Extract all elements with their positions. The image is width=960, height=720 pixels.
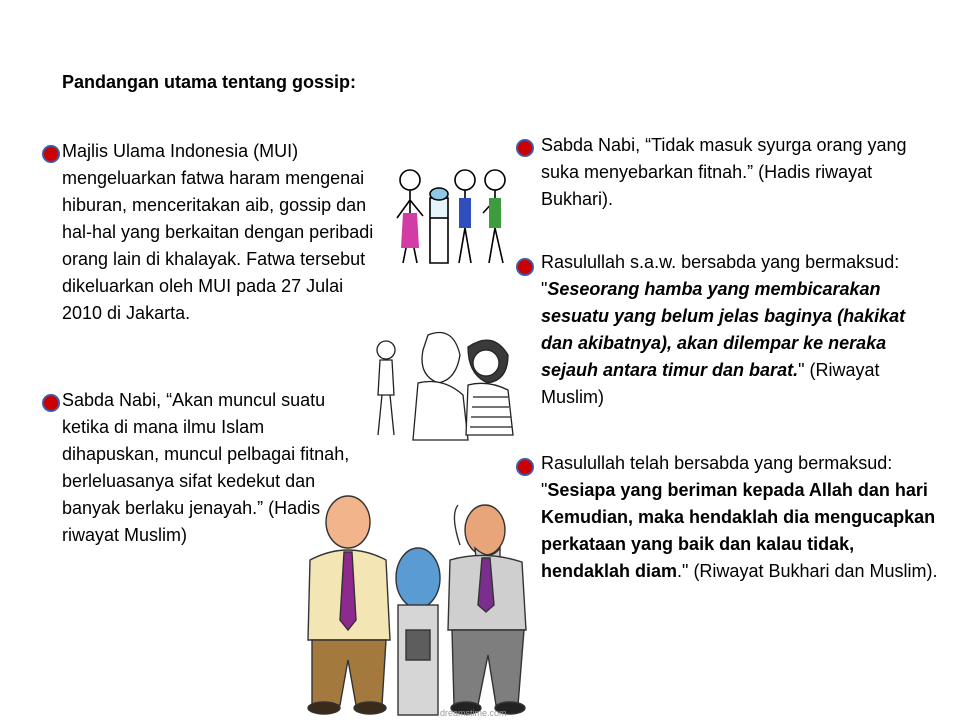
bullet-icon [516,139,534,157]
watermark-text: dreamstime.com [440,708,507,718]
two-men-water-cooler-illustration [290,490,540,720]
right-paragraph-hadith-bukhari: Sabda Nabi, “Tidak masuk syurga orang yang suka menyebarkan fitnah.” (Hadis riwayat Bukhari). [541,135,907,209]
stick-figures-illustration [385,158,525,273]
hadith-intro: Rasulullah telah bersabda yang bermaksud: " [541,453,893,500]
slide-title: Pandangan utama tentang gossip: [62,72,357,92]
hadith-source: " (Riwayat Muslim) [541,360,880,407]
hadith-quote: Seseorang hamba yang membicarakan sesuatu yang belum jelas baginya (hakikat dan akibatnya), akan dilempar ke neraka sejauh antara timur dan barat. [541,279,906,380]
left-paragraph-mui-fatwa: Majlis Ulama Indonesia (MUI) mengeluarkan fatwa haram mengenai hiburan, menceritakan aib, gossip dan hal-hal yang berkaitan dengan peribadi orang lain di khalayak. Fatwa tersebut dikeluarkan oleh MUI pada 27 Julai 2010 di Jakarta. [62,141,374,323]
bullet-icon [42,145,60,163]
right-paragraph-hadith-diam [541,450,941,585]
bullet-icon [42,394,60,412]
bullet-icon [516,458,534,476]
right-paragraph-hadith-neraka [541,249,936,411]
women-whispering-illustration [368,325,528,445]
left-paragraph-hadith-muslim: Sabda Nabi, “Akan muncul suatu ketika di mana ilmu Islam dihapuskan, muncul pelbagai fitnah, berleluasanya sifat kedekut dan banyak berlaku jenayah.” (Hadis riwayat Muslim) [62,390,350,545]
hadith-intro: Rasulullah s.a.w. bersabda yang bermaksud: " [541,252,900,299]
hadith-quote: Sesiapa yang beriman kepada Allah dan hari Kemudian, maka hendaklah dia mengucapkan perkataan yang baik dan kalau tidak, hendaklah diam [541,480,936,581]
hadith-source: ." (Riwayat Bukhari dan Muslim). [677,561,938,581]
